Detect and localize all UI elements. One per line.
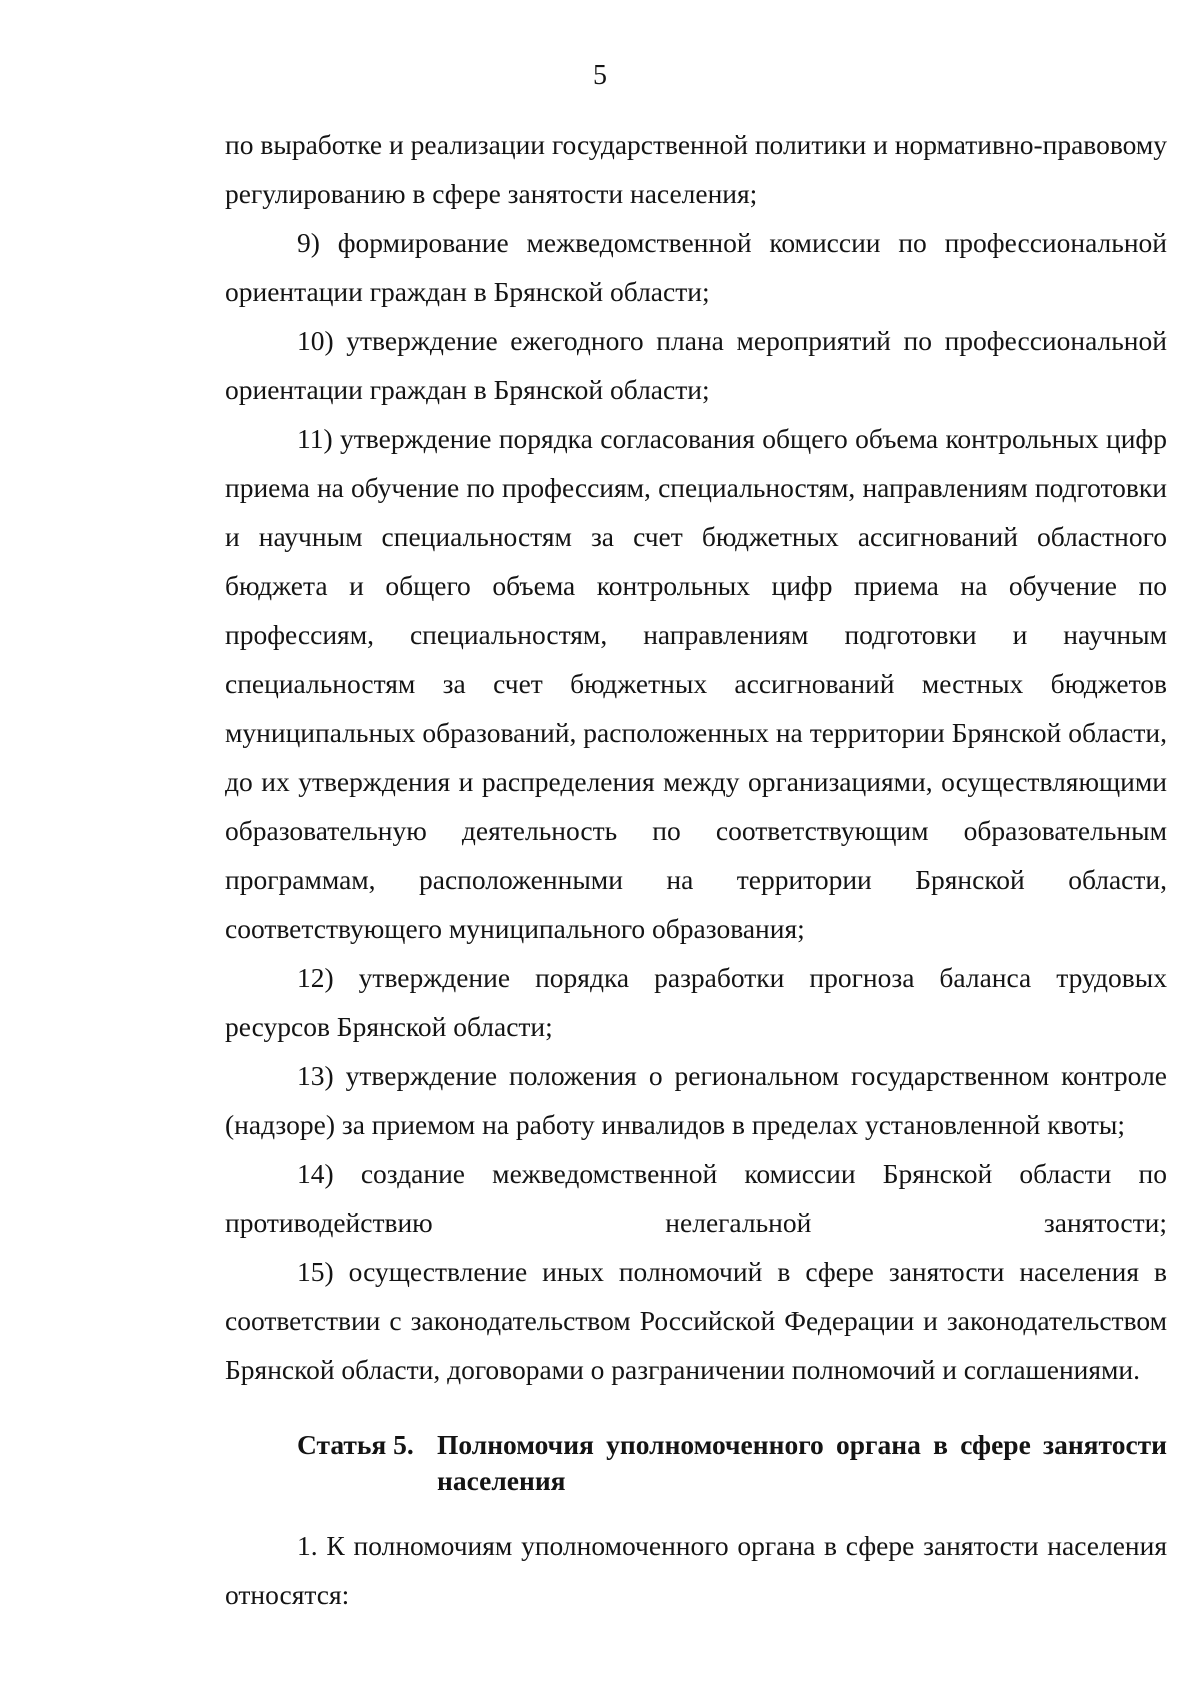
paragraph-item-10: 10) утверждение ежегодного плана мероприятий по профессиональной ориентации граждан в Брянской области; — [225, 325, 1167, 405]
article-label: Статья 5. — [297, 1429, 414, 1460]
article-heading — [225, 1427, 1167, 1499]
paragraph-item-12: 12) утверждение порядка разработки прогноза баланса трудовых ресурсов Брянской области; — [225, 962, 1167, 1042]
article-title: Полномочия уполномоченного органа в сфере занятости населения — [437, 1429, 1167, 1496]
paragraph-item-13: 13) утверждение положения о региональном государственном контроле (надзоре) за приемом на работу инвалидов в пределах установленной квоты; — [225, 1060, 1167, 1140]
paragraph-item-15: 15) осуществление иных полномочий в сфере занятости населения в соответствии с законодательством Российской Федерации и законодательством Брянской области, договорами о разграничении полномочий и соглашениями. — [225, 1256, 1167, 1385]
paragraph-continuation: по выработке и реализации государственной политики и нормативно-правовому регулированию в сфере занятости населения; — [225, 129, 1167, 209]
paragraph-item-11: 11) утверждение порядка согласования общего объема контрольных цифр приема на обучение по профессиям, специальностям, направлениям подготовки и научным специальностям за счет бюджетных ассигнований областного бюджета и общего объема контрольных цифр приема на обучение по профессиям, специальностям, направлениям подготовки и научным специальностям за счет бюджетных ассигнований местных бюджетов муниципальных образований, расположенных на территории Брянской области, до их утверждения и распределения между организациями, осуществляющими образовательную деятельность по соответствующим образовательным программам, расположенными на территории Брянской области, соответствующего муниципального образования; — [225, 423, 1167, 944]
paragraph-item-9: 9) формирование межведомственной комиссии по профессиональной ориентации граждан в Брянской области; — [225, 227, 1167, 307]
paragraph-article-5-item-1: 1. К полномочиям уполномоченного органа в сфере занятости населения относятся: — [225, 1530, 1167, 1610]
paragraph-item-14: 14) создание межведомственной комиссии Брянской области по противодействию нелегальной занятости; — [225, 1158, 1167, 1238]
page-number: 5 — [593, 60, 607, 91]
document-body — [225, 120, 1167, 1619]
